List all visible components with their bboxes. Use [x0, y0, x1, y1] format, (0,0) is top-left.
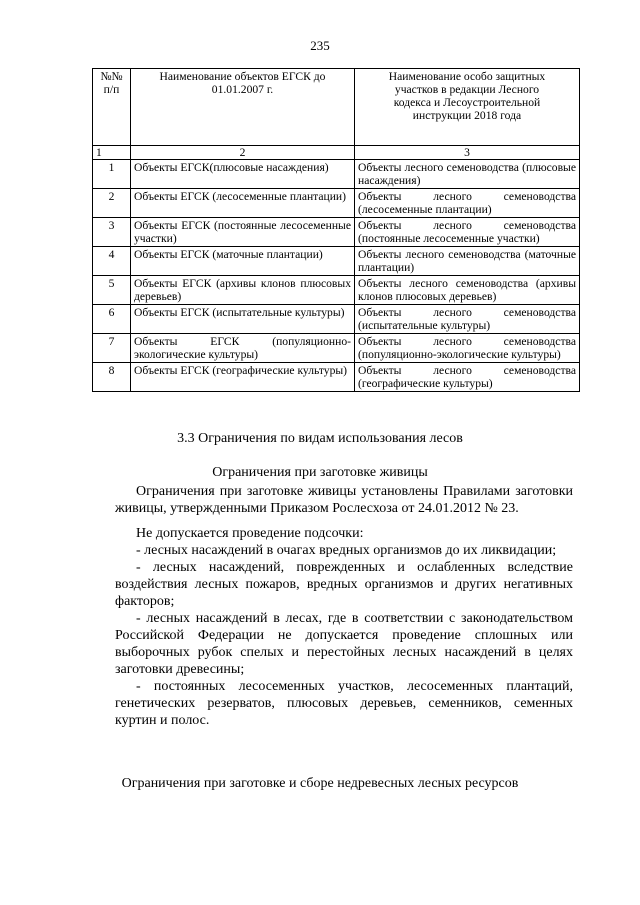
row-number: 5 — [93, 276, 131, 305]
egsk-object-cell: Объекты ЕГСК (лесосеменные плантации) — [131, 189, 355, 218]
egsk-table — [92, 68, 580, 392]
table-row — [93, 160, 580, 189]
table-index-row — [93, 146, 580, 160]
subsection-heading-non-timber: Ограничения при заготовке и сборе недревесных лесных ресурсов — [121, 776, 519, 791]
list-item: - лесных насаждений в очагах вредных организмов до их ликвидации; — [136, 543, 557, 558]
protected-area-cell: Объекты лесного семеноводства (архивы клонов плюсовых деревьев) — [355, 276, 580, 305]
page-number: 235 — [310, 38, 330, 53]
body-text — [115, 483, 573, 729]
table-row — [93, 276, 580, 305]
protected-area-cell: Объекты лесного семеноводства (испытательные культуры) — [355, 305, 580, 334]
index-cell: 3 — [355, 146, 580, 160]
row-number: 3 — [93, 218, 131, 247]
egsk-object-cell: Объекты ЕГСК (географические культуры) — [131, 363, 355, 392]
table-row — [93, 218, 580, 247]
header-protected-areas: Наименование особо защитных участков в редакции Лесного кодекса и Лесоустроительной инструкции 2018 года — [355, 69, 580, 146]
egsk-object-cell: Объекты ЕГСК (испытательные культуры) — [131, 305, 355, 334]
protected-area-cell: Объекты лесного семеноводства (популяционно-экологические культуры) — [355, 334, 580, 363]
egsk-object-cell: Объекты ЕГСК(плюсовые насаждения) — [131, 160, 355, 189]
paragraph: Не допускается проведение подсочки: — [136, 526, 364, 541]
row-number: 1 — [93, 160, 131, 189]
row-number: 7 — [93, 334, 131, 363]
row-number: 2 — [93, 189, 131, 218]
protected-area-cell: Объекты лесного семеноводства (лесосеменные плантации) — [355, 189, 580, 218]
subsection-heading-resin: Ограничения при заготовке живицы — [212, 465, 428, 480]
index-cell: 2 — [131, 146, 355, 160]
table-row — [93, 334, 580, 363]
egsk-object-cell: Объекты ЕГСК (популяционно-экологические культуры) — [131, 334, 355, 363]
egsk-object-cell: Объекты ЕГСК (архивы клонов плюсовых деревьев) — [131, 276, 355, 305]
row-number: 4 — [93, 247, 131, 276]
table-row — [93, 189, 580, 218]
table-row — [93, 247, 580, 276]
protected-area-cell: Объекты лесного семеноводства (постоянные лесосеменные участки) — [355, 218, 580, 247]
row-number: 6 — [93, 305, 131, 334]
list-item: - лесных насаждений в лесах, где в соответствии с законодательством Российской Федерации не допускается проведение сплошных или выборочных рубок спелых и перестойных лесных насаждений в целях заготовки древесины; — [115, 611, 573, 677]
list-item: - лесных насаждений, поврежденных и ослабленных вследствие воздействия лесных пожаров, вредных организмов и других негативных факторов; — [115, 560, 573, 609]
egsk-object-cell: Объекты ЕГСК (маточные плантации) — [131, 247, 355, 276]
protected-area-cell: Объекты лесного семеноводства (географические культуры) — [355, 363, 580, 392]
egsk-object-cell: Объекты ЕГСК (постоянные лесосеменные участки) — [131, 218, 355, 247]
table-row — [93, 363, 580, 392]
protected-area-cell: Объекты лесного семеноводства (плюсовые насаждения) — [355, 160, 580, 189]
row-number: 8 — [93, 363, 131, 392]
paragraph: Ограничения при заготовке живицы установлены Правилами заготовки живицы, утвержденными Приказом Рослесхоза от 24.01.2012 № 23. — [115, 484, 573, 516]
table-row — [93, 305, 580, 334]
section-title: 3.3 Ограничения по видам использования лесов — [177, 431, 463, 446]
table-header-row — [93, 69, 580, 146]
list-item: - постоянных лесосеменных участков, лесосеменных плантаций, генетических резерватов, плюсовых деревьев, семенников, семенных куртин и полос. — [115, 679, 573, 728]
protected-area-cell: Объекты лесного семеноводства (маточные плантации) — [355, 247, 580, 276]
index-cell: 1 — [93, 146, 131, 160]
header-number: №№ п/п — [93, 69, 131, 146]
header-egsk-objects: Наименование объектов ЕГСК до 01.01.2007 г. — [131, 69, 355, 146]
